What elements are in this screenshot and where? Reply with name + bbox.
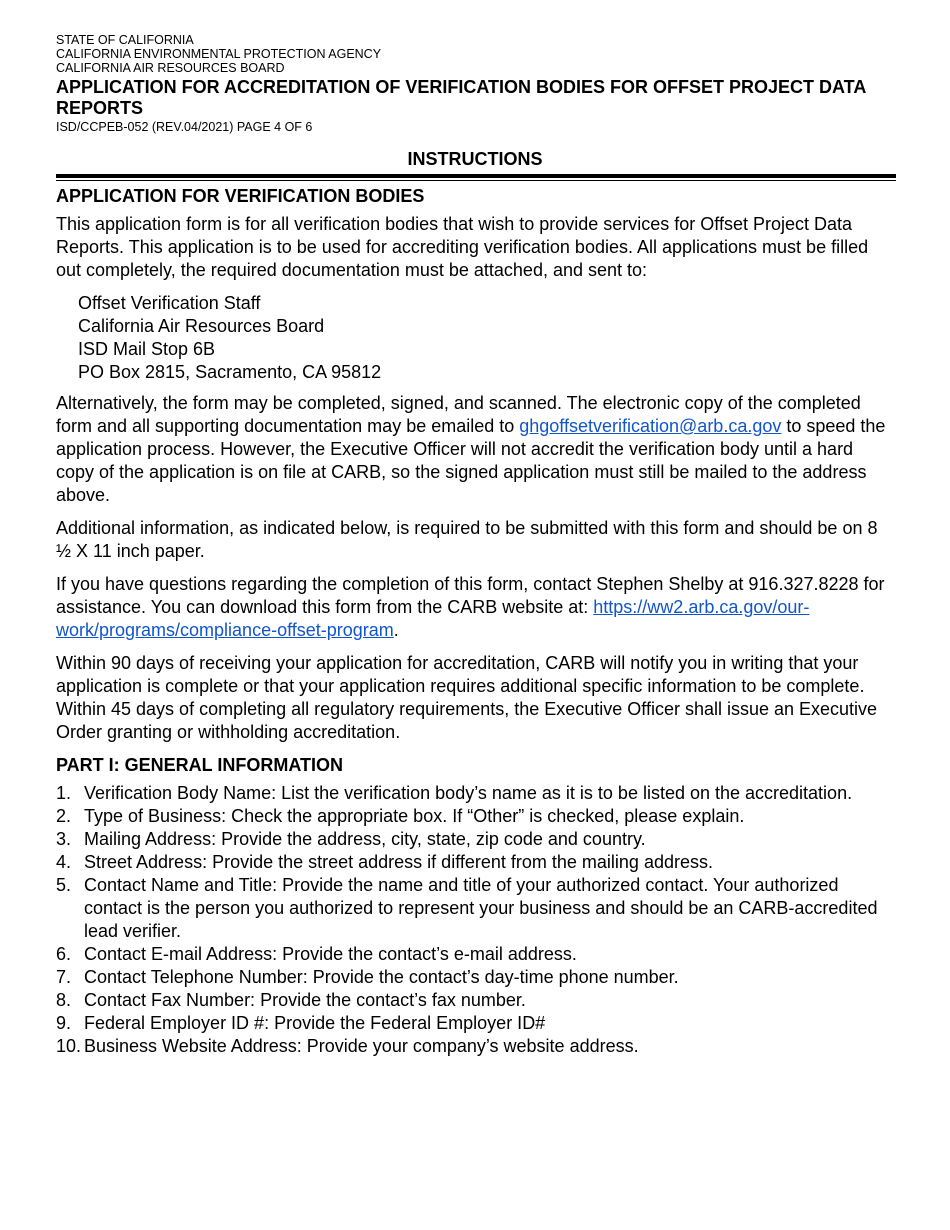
list-item: [56, 851, 894, 874]
questions-text-post: .: [393, 620, 399, 640]
list-item-text: Business Website Address: Provide your company’s website address.: [84, 1036, 639, 1056]
alternative-paragraph: [56, 392, 894, 507]
part1-heading: PART I: GENERAL INFORMATION: [56, 755, 343, 775]
list-item-text: Contact Fax Number: Provide the contact’s fax number.: [84, 990, 526, 1010]
list-item-text: Mailing Address: Provide the address, city, state, zip code and country.: [84, 829, 646, 849]
list-item: [56, 828, 894, 851]
list-item-text: Street Address: Provide the street address if different from the mailing address.: [84, 852, 713, 872]
alternative-text-post: to speed the application process. However, the Executive Officer will not accredit the verification body until a hard copy of the application is on file at CARB, so the signed application must still be mailed to the address above.: [56, 416, 886, 505]
list-item-text: Contact Telephone Number: Provide the contact’s day-time phone number.: [84, 967, 679, 987]
list-item-number: 1.: [56, 783, 72, 803]
section-heading-application: APPLICATION FOR VERIFICATION BODIES: [56, 186, 425, 206]
document-page: [56, 33, 894, 1058]
list-item-text: Federal Employer ID #: Provide the Federal Employer ID#: [84, 1013, 546, 1033]
list-item: [56, 989, 894, 1012]
intro-paragraph: This application form is for all verification bodies that wish to provide services for Offset Project Data Reports. This application is to be used for accrediting verification bodies. All applications must be filled out completely, the required documentation must be attached, and sent to:: [56, 214, 869, 280]
mailing-address-block: [78, 292, 894, 384]
list-item-text: Contact Name and Title: Provide the name and title of your authorized contact. Your authorized contact is the person you authorized to represent your business and should be an CARB-accredited lead verifier.: [84, 875, 878, 941]
address-line: ISD Mail Stop 6B: [78, 339, 216, 359]
part1-list: [56, 782, 894, 1058]
alternative-text-pre: Alternatively, the form may be completed, signed, and scanned. The electronic copy of the completed form and all supporting documentation may be emailed to: [56, 393, 861, 436]
list-item-number: 5.: [56, 875, 72, 895]
list-item-text: Type of Business: Check the appropriate box. If “Other” is checked, please explain.: [84, 806, 745, 826]
divider-thin: [56, 180, 896, 181]
list-item-number: 9.: [56, 1013, 72, 1033]
form-title: APPLICATION FOR ACCREDITATION OF VERIFICATION BODIES FOR OFFSET PROJECT DATA REPORTS: [56, 77, 866, 118]
list-item-number: 6.: [56, 944, 72, 964]
questions-text-pre: If you have questions regarding the completion of this form, contact Stephen Shelby at 916.327.8228 for assistance. You can download this form from the CARB website at:: [56, 574, 885, 617]
form-id: ISD/CCPEB-052 (REV.04/2021) PAGE 4 OF 6: [56, 120, 313, 134]
list-item: [56, 966, 894, 989]
list-item-number: 2.: [56, 806, 72, 826]
header-state: STATE OF CALIFORNIA: [56, 33, 194, 47]
list-item-number: 8.: [56, 990, 72, 1010]
list-item: [56, 943, 894, 966]
address-line: PO Box 2815, Sacramento, CA 95812: [78, 362, 382, 382]
address-line: California Air Resources Board: [78, 316, 325, 336]
list-item: [56, 1035, 894, 1058]
list-item: [56, 1012, 894, 1035]
list-item-text: Verification Body Name: List the verification body’s name as it is to be listed on the accreditation.: [84, 783, 853, 803]
instructions-title: INSTRUCTIONS: [407, 149, 543, 169]
list-item-number: 7.: [56, 967, 72, 987]
questions-paragraph: [56, 573, 894, 642]
list-item: [56, 782, 894, 805]
list-item-number: 10.: [56, 1036, 82, 1056]
header-agency: CALIFORNIA ENVIRONMENTAL PROTECTION AGENCY: [56, 47, 382, 61]
website-link[interactable]: https://ww2.arb.ca.gov/our-work/programs/compliance-offset-program: [56, 597, 810, 640]
header-board: CALIFORNIA AIR RESOURCES BOARD: [56, 61, 285, 75]
list-item: [56, 874, 894, 943]
address-line: Offset Verification Staff: [78, 293, 261, 313]
list-item-text: Contact E-mail Address: Provide the contact’s e-mail address.: [84, 944, 577, 964]
list-item-number: 3.: [56, 829, 72, 849]
email-link[interactable]: ghgoffsetverification@arb.ca.gov: [519, 416, 782, 436]
list-item-number: 4.: [56, 852, 72, 872]
divider-thick: [56, 174, 896, 178]
timeline-paragraph: Within 90 days of receiving your application for accreditation, CARB will notify you in writing that your application is complete or that your application requires additional specific information to be complete. Within 45 days of completing all regulatory requirements, the Executive Officer shall issue an Executive Order granting or withholding accreditation.: [56, 653, 878, 742]
additional-info-paragraph: Additional information, as indicated below, is required to be submitted with this form and should be on 8 ½ X 11 inch paper.: [56, 518, 878, 561]
list-item: [56, 805, 894, 828]
